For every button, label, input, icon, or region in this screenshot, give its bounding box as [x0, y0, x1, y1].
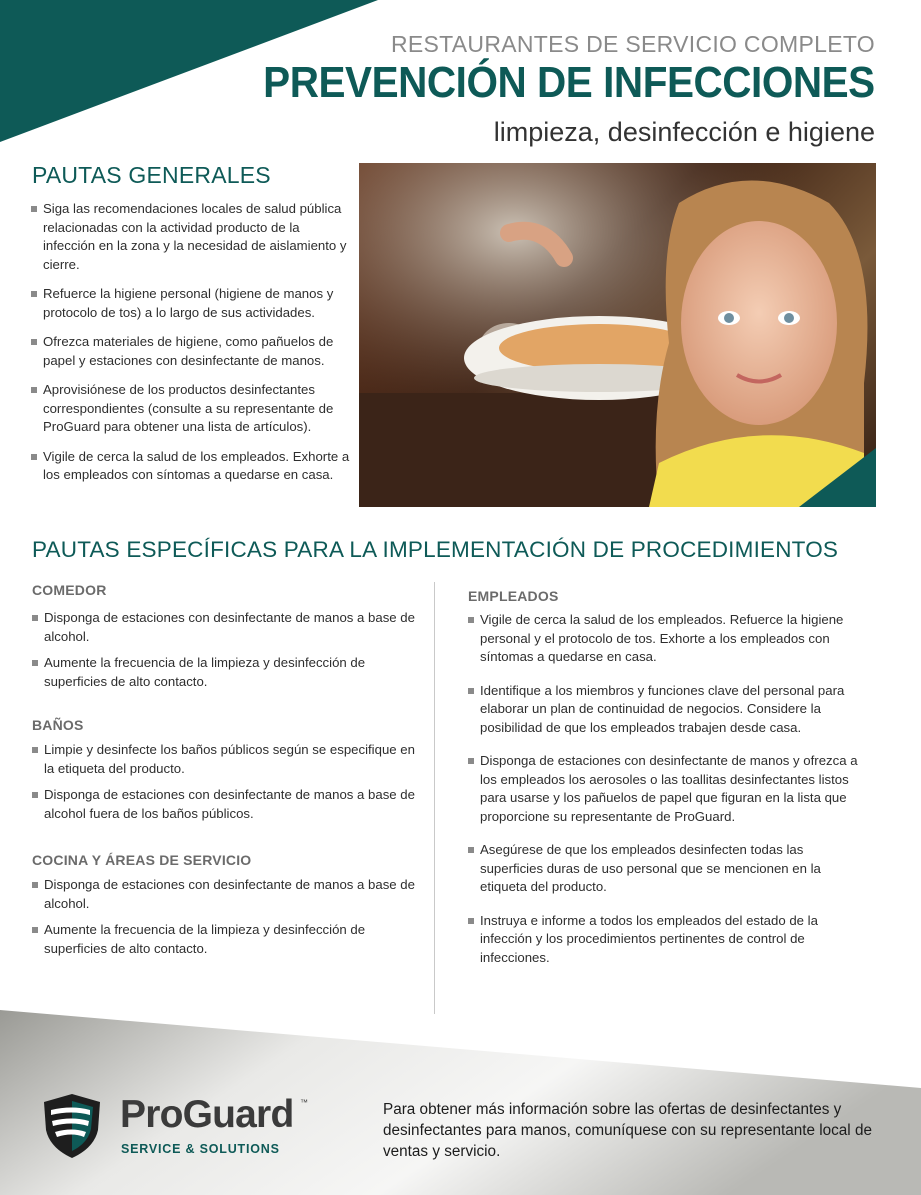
document-title: PREVENCIÓN DE INFECCIONES	[263, 58, 875, 107]
list-item: Ofrezca materiales de higiene, como pañuelos de papel y estaciones con desinfectante de manos.	[31, 333, 351, 370]
document-subtitle: limpieza, desinfección e higiene	[493, 117, 875, 147]
list-item: Siga las recomendaciones locales de salud pública relacionadas con la actividad producto de la infección en la zona y la necesidad de aislamiento y cierre.	[31, 200, 351, 274]
list-item: Disponga de estaciones con desinfectante de manos a base de alcohol.	[32, 609, 422, 646]
list-item: Asegúrese de que los empleados desinfecten todas las superficies duras de uso personal que se mencionen en la etiqueta del producto.	[468, 841, 860, 897]
trademark-mark: ™	[300, 1098, 308, 1107]
brand-tagline: SERVICE & SOLUTIONS	[121, 1142, 280, 1156]
general-guidelines-title: PAUTAS GENERALES	[32, 162, 271, 188]
column-divider	[434, 582, 435, 1014]
list-item: Vigile de cerca la salud de los empleados. Refuerce la higiene personal y el protocolo de tos. Exhorte a los empleados con síntomas a quedarse en casa.	[468, 611, 860, 667]
list-item: Refuerce la higiene personal (higiene de manos y protocolo de tos) a lo largo de sus actividades.	[31, 285, 351, 322]
list-item: Disponga de estaciones con desinfectante de manos a base de alcohol fuera de los baños públicos.	[32, 786, 422, 823]
general-guidelines-list	[31, 200, 351, 496]
list-item: Limpie y desinfecte los baños públicos según se especifique en la etiqueta del producto.	[32, 741, 422, 778]
brand-name: ProGuard	[120, 1093, 294, 1136]
list-item: Instruya e informe a todos los empleados del estado de la infección y los procedimientos pertinentes de control de infecciones.	[468, 912, 860, 968]
list-item: Identifique a los miembros y funciones clave del personal para elaborar un plan de continuidad de negocios. Considere la posibilidad de que los empleados trabajen desde casa.	[468, 682, 860, 738]
kitchen-heading: COCINA Y ÁREAS DE SERVICIO	[32, 852, 252, 868]
document-header	[210, 30, 875, 150]
list-item: Aprovisiónese de los productos desinfectantes correspondientes (consulte a su representante de ProGuard para obtener una lista de artículos).	[31, 381, 351, 437]
document-kicker: RESTAURANTES DE SERVICIO COMPLETO	[390, 31, 875, 57]
list-item: Disponga de estaciones con desinfectante de manos y ofrezca a los empleados los aerosoles o las toallitas desinfectantes listos para usarse y los pañuelos de papel que figuran en la lista que proporcione su representante de ProGuard.	[468, 752, 860, 826]
shield-icon	[40, 1092, 104, 1160]
dining-list	[32, 609, 422, 699]
hero-photo	[359, 163, 876, 507]
list-item: Disponga de estaciones con desinfectante de manos a base de alcohol.	[32, 876, 422, 913]
list-item: Aumente la frecuencia de la limpieza y desinfección de superficies de alto contacto.	[32, 921, 422, 958]
employees-list	[468, 611, 860, 982]
dining-heading: COMEDOR	[32, 582, 107, 598]
employees-heading: EMPLEADOS	[468, 588, 559, 604]
list-item: Vigile de cerca la salud de los empleados. Exhorte a los empleados con síntomas a quedarse en casa.	[31, 448, 351, 485]
list-item: Aumente la frecuencia de la limpieza y desinfección de superficies de alto contacto.	[32, 654, 422, 691]
kitchen-list	[32, 876, 422, 966]
restrooms-heading: BAÑOS	[32, 717, 84, 733]
contact-text: Para obtener más información sobre las ofertas de desinfectantes y desinfectantes para manos, comuníquese con su representante local de ventas y servicio.	[383, 1101, 872, 1160]
specific-guidelines-title: PAUTAS ESPECÍFICAS PARA LA IMPLEMENTACIÓN DE PROCEDIMIENTOS	[32, 537, 839, 562]
restrooms-list	[32, 741, 422, 831]
